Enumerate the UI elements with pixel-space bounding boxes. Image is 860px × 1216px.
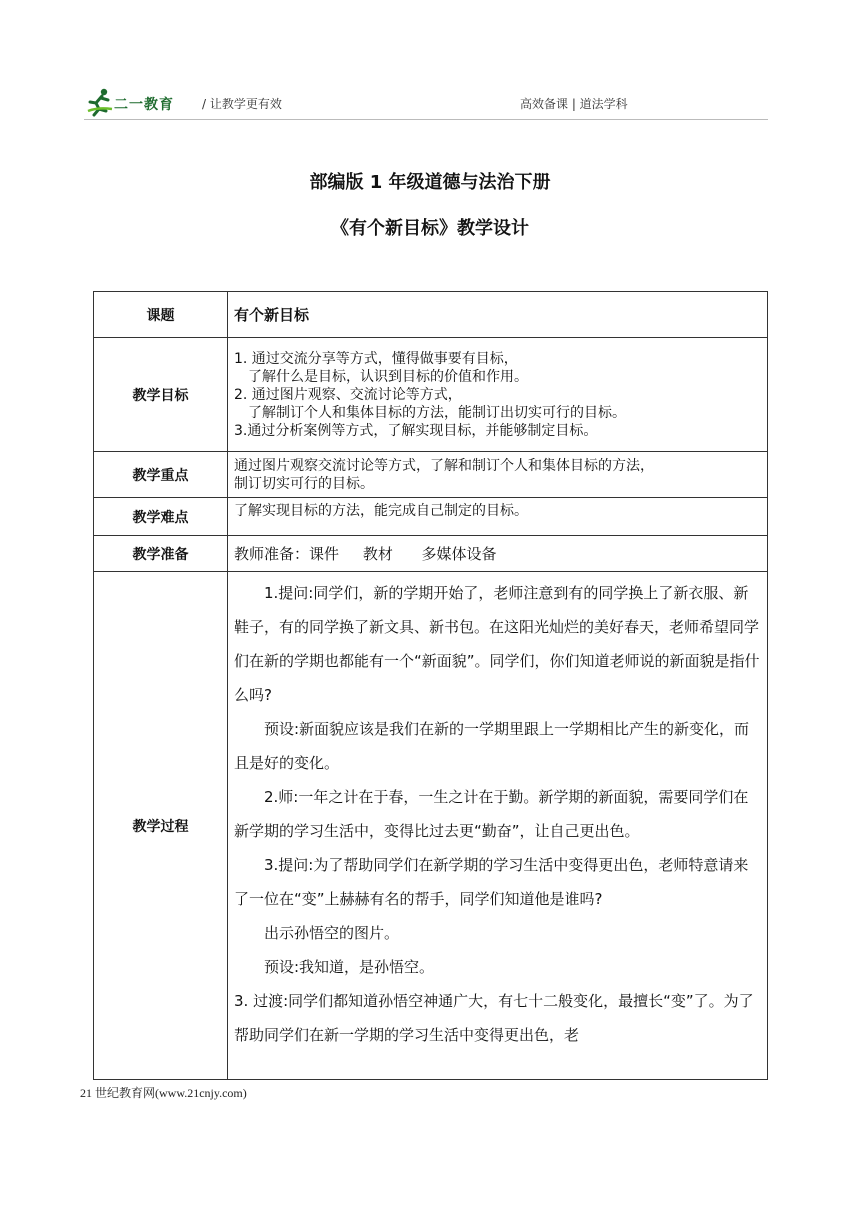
document-subtitle: 《有个新目标》教学设计 <box>331 218 529 239</box>
goals-cell <box>228 338 768 452</box>
goal-line: 2. 通过图片观察、交流讨论等方式， <box>234 386 462 403</box>
goal-line: 3.通过分析案例等方式，了解实现目标，并能够制定目标。 <box>234 422 598 439</box>
table-row <box>94 292 768 338</box>
topic-label: 课题 <box>94 292 228 338</box>
preparation-label: 教学准备 <box>94 536 228 572</box>
goal-line: 1. 通过交流分享等方式，懂得做事要有目标， <box>234 350 518 367</box>
topic-value: 有个新目标 <box>228 292 768 338</box>
process-paragraph: 预设:我知道，是孙悟空。 <box>264 958 435 976</box>
table-row <box>94 452 768 498</box>
goal-line: 了解制订个人和集体目标的方法，能制订出切实可行的目标。 <box>248 404 626 421</box>
goal-line: 了解什么是目标，认识到目标的价值和作用。 <box>248 368 528 385</box>
process-paragraph: 2.师:一年之计在于春，一生之计在于勤。新学期的新面貌，需要同学们在新学期的学习生活中，变得比过去更“勤奋”，让自己更出色。 <box>234 788 749 840</box>
runner-logo-icon <box>84 87 114 117</box>
document-title: 部编版 1 年级道德与法治下册 <box>309 172 551 193</box>
table-row <box>94 498 768 536</box>
footer-source: 21 世纪教育网(www.21cnjy.com) <box>80 1086 247 1100</box>
process-paragraph: 出示孙悟空的图片。 <box>264 924 400 942</box>
logo-text: 二一教育 <box>114 97 174 113</box>
key-points-cell <box>228 452 768 498</box>
process-paragraph: 1.提问:同学们，新的学期开始了，老师注意到有的同学换上了新衣服、新鞋子，有的同学换了新文具、新书包。在这阳光灿烂的美好春天，老师希望同学们在新的学期也都能有一个“新面貌”。同学们，你们知道老师说的新面貌是指什么吗? <box>234 584 760 704</box>
difficulty-label: 教学难点 <box>94 498 228 536</box>
process-paragraph: 预设:新面貌应该是我们在新的一学期里跟上一学期相比产生的新变化，而且是好的变化。 <box>234 720 750 772</box>
process-label: 教学过程 <box>94 572 228 1080</box>
header-slogan: / 让教学更有效 <box>202 97 282 111</box>
difficulty-value: 了解实现目标的方法，能完成自己制定的目标。 <box>228 498 768 536</box>
logo <box>84 86 196 118</box>
table-row <box>94 536 768 572</box>
goals-label: 教学目标 <box>94 338 228 452</box>
preparation-value: 教师准备：课件 教材 多媒体设备 <box>228 536 768 572</box>
header-tagline: 高效备课 | 道法学科 <box>520 97 628 111</box>
process-paragraph: 3. 过渡:同学们都知道孙悟空神通广大，有七十二般变化，最擅长“变”了。为了帮助同学们在新一学期的学习生活中变得更出色，老 <box>234 992 754 1044</box>
key-point-line: 制订切实可行的目标。 <box>234 475 374 492</box>
header-divider <box>84 119 768 120</box>
process-paragraph: 3.提问:为了帮助同学们在新学期的学习生活中变得更出色，老师特意请来了一位在“变”上赫赫有名的帮手，同学们知道他是谁吗? <box>234 856 749 908</box>
process-cell <box>228 572 768 1080</box>
key-point-line: 通过图片观察交流讨论等方式，了解和制订个人和集体目标的方法， <box>234 457 654 474</box>
key-points-label: 教学重点 <box>94 452 228 498</box>
lesson-plan-table <box>93 291 768 1080</box>
page-header <box>84 86 684 118</box>
table-row <box>94 572 768 1080</box>
table-row <box>94 338 768 452</box>
